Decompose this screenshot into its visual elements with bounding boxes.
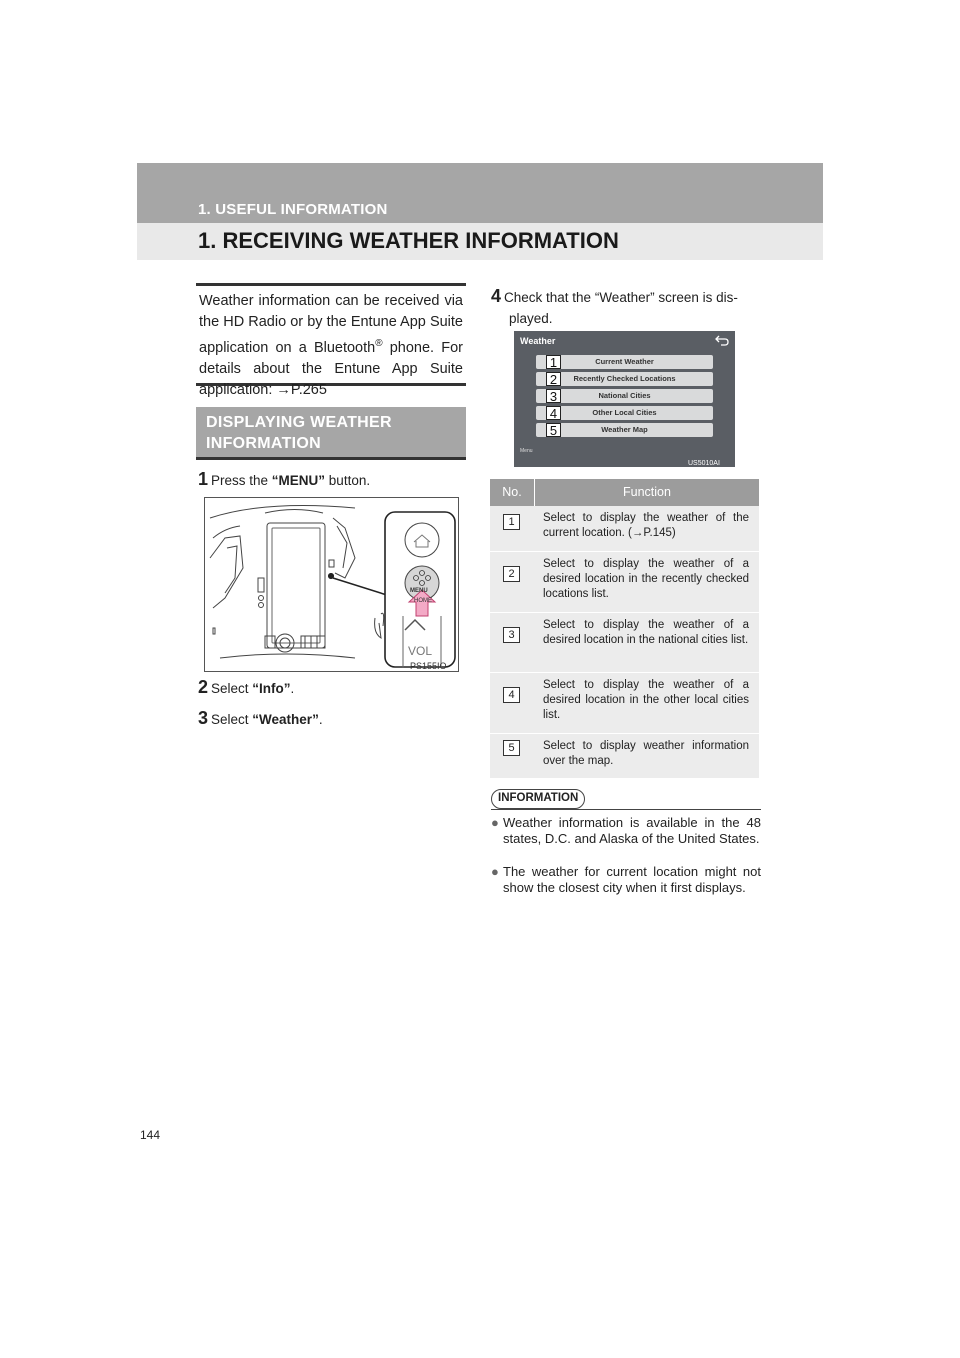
step-text: Select — [211, 712, 253, 727]
step-text-cont: played. — [509, 311, 553, 326]
national-cities-button: National Cities — [536, 389, 713, 403]
callout-1: 1 — [546, 355, 561, 369]
section-title-box: DISPLAYING WEATHER INFORMATION — [196, 407, 466, 460]
information-label: INFORMATION — [491, 789, 585, 809]
back-icon — [715, 334, 729, 346]
menu-button-illustration — [204, 497, 459, 672]
step-bold: “MENU” — [271, 473, 326, 488]
row-function: Select to display the weather of a desired location in the recently checked locations list. — [543, 558, 749, 600]
step-2 — [198, 677, 294, 698]
step-1 — [198, 469, 370, 490]
screen-title: Weather — [520, 336, 556, 346]
row-function: Select to display weather information over the map. — [543, 740, 749, 767]
bullet-icon: ● — [491, 864, 499, 879]
information-divider — [491, 809, 761, 810]
column-header-function: Function — [623, 485, 671, 499]
weather-map-button: Weather Map — [536, 423, 713, 437]
callout-5: 5 — [546, 423, 561, 437]
step-3 — [198, 708, 323, 729]
step-text: Check that the “Weather” screen is dis- — [504, 290, 738, 305]
screen-code: US5010AI — [688, 460, 720, 467]
table-row — [490, 613, 759, 673]
row-number: 4 — [503, 687, 520, 703]
current-weather-button: Current Weather — [536, 355, 713, 369]
information-item — [491, 815, 761, 847]
page-number: 144 — [140, 1128, 161, 1142]
information-text: The weather for current location might not show the closest city when it first displays. — [503, 864, 761, 895]
recently-checked-button: Recently Checked Locations — [536, 372, 713, 386]
information-text: Weather information is available in the 48 states, D.C. and Alaska of the United States. — [503, 815, 761, 846]
callout-2: 2 — [546, 372, 561, 386]
table-row — [490, 552, 759, 613]
step-bold: “Info” — [252, 681, 291, 696]
row-number: 5 — [503, 740, 520, 756]
intro-text-cont: phone. For details about the Entune App Suite application: →P.265 — [199, 339, 463, 398]
row-function: Select to display the weather of a desired location in the national cities list. — [543, 619, 749, 646]
step-number: 4 — [491, 286, 502, 306]
step-number: 1 — [198, 469, 209, 489]
menu-small-label: Menu — [520, 448, 533, 454]
step-text: Press the — [211, 473, 272, 488]
step-text-end: . — [318, 712, 323, 727]
row-function: Select to display the weather of a desired location in the other local cities list. — [543, 679, 749, 721]
step-number: 2 — [198, 677, 209, 697]
home-label: HOME — [414, 598, 432, 604]
callout-4: 4 — [546, 406, 561, 420]
information-item — [491, 864, 761, 896]
table-row — [490, 506, 759, 552]
step-4 — [491, 286, 761, 329]
column-header-no: No. — [490, 479, 535, 506]
intro-text: Weather information can be received via the HD Radio or by the Entune App Suite application on a Bluetooth — [199, 293, 463, 356]
table-row — [490, 673, 759, 734]
row-number: 3 — [503, 627, 520, 643]
step-bold: “Weather” — [252, 712, 319, 727]
row-number: 2 — [503, 566, 520, 582]
intro-box — [196, 283, 466, 398]
registered-mark: ® — [375, 338, 383, 349]
section-heading: 1. USEFUL INFORMATION — [198, 201, 388, 218]
illustration-code: PS155IO — [410, 661, 447, 671]
row-function: Select to display the weather of the current location. (→P.145) — [543, 512, 749, 539]
step-text-end: . — [290, 681, 295, 696]
table-row — [490, 734, 759, 779]
other-local-cities-button: Other Local Cities — [536, 406, 713, 420]
menu-label: MENU — [410, 588, 428, 594]
function-table — [490, 479, 759, 779]
callout-3: 3 — [546, 389, 561, 403]
step-text: Select — [211, 681, 253, 696]
page-title: 1. RECEIVING WEATHER INFORMATION — [198, 228, 619, 253]
step-number: 3 — [198, 708, 209, 728]
step-text-end: button. — [325, 473, 371, 488]
bullet-icon: ● — [491, 815, 499, 830]
table-header — [490, 479, 759, 506]
vol-label: VOL — [408, 644, 433, 658]
row-number: 1 — [503, 514, 520, 530]
